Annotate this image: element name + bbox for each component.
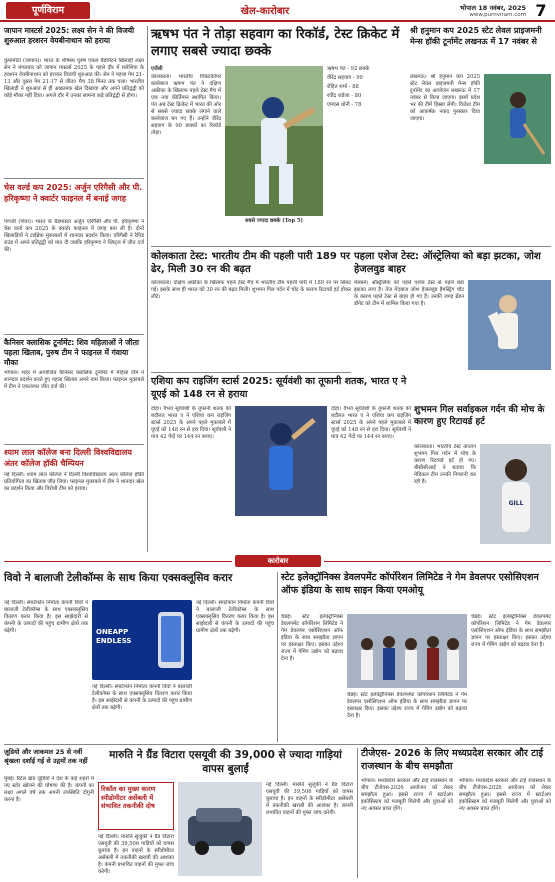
kolkata-story (151, 250, 351, 370)
gill-story (414, 404, 551, 552)
tjs-story (361, 748, 551, 878)
asia-body: दोहा। वैभव सूर्यवंशी के तूफानी शतक की बदौलत भारत ए ने एशिया कप राइजिंग स्टार्स 2025 के अपने पहले मुकाबले में यूएई को 148 रन से हरा दिया। सूर्यवंशी ने मात्र 42 गेंदों पर 144 रन बनाए। (151, 406, 231, 440)
gill-photo (480, 444, 551, 544)
pant-photo (225, 66, 323, 216)
player-photo-graphic (480, 444, 551, 544)
vivo-headline[interactable]: विवो ने बालाजी टेलीकॉम्स के साथ किया एक्सक्लूसिव करार (4, 572, 233, 584)
hockey-photo-graphic (484, 74, 551, 164)
left-column (4, 26, 144, 552)
batter-photo-graphic (235, 406, 327, 516)
stat-row: वीरेंद्र सहवाग - 90 (327, 75, 363, 81)
divider (4, 744, 551, 745)
divider (4, 444, 144, 445)
ashes-headline[interactable]: पहला एशेज टेस्ट: ऑस्ट्रेलिया को बड़ा झटका, जोश हेजलवुड बाहर (354, 251, 541, 275)
divider (151, 246, 551, 247)
vivo-story (4, 572, 274, 742)
maruti-headline[interactable]: मारुति ने ग्रैंड विटारा एसयूवी की 39,000 से ज्यादा गाड़ियां वापस बुलाईं (109, 749, 342, 775)
article-headline[interactable]: कैनिसर क्लासिक टूर्नामेंट: शिव महिलाओं ने जीता पहला खिताब, पुरुष टीम ने फाइनल में गंवाया मौका (4, 338, 139, 367)
divider (4, 334, 144, 335)
asia-headline[interactable]: एशिया कप राइजिंग स्टार्स 2025: सूर्यवंशी का तूफानी शतक, भारत ए ने यूएई को 148 रन से हराया (151, 376, 407, 400)
vivo-body-cont: नई दिल्ली। स्मार्टफोन निर्माता कंपनी विवो ने बालाजी टेलीकॉम्स के साथ एक्सक्लूसिव वितरण करार किया है। इस साझेदारी से कंपनी के उत्पादों की पहुंच ग्रामीण क्षेत्रों तक बढ़ेगी। (196, 600, 274, 634)
column-divider (277, 572, 278, 742)
divider (151, 372, 351, 373)
zudio-story (4, 748, 94, 878)
tjs-body-cont: भोपाल। मध्यप्रदेश सरकार और टाई राजस्थान के बीच टीजेएस-2026 आयोजन को लेकर समझौता हुआ। इससे राज्य में स्टार्टअप इकोसिस्टम को मजबूती मिलेगी और युवाओं को नए अवसर प्राप्त होंगे। (459, 778, 551, 812)
article-body: कुमामोटो (जापान)। भारत के शीर्षस्थ पुरुष एकल बैडमिंटन खिलाड़ी लक्ष्य सेन ने मंगलवार को जापान मास्टर्स 2025 के पहले दौर में मलेशिया के हरशरन वेयबीनाथान को हराकर विजयी शुरुआत की। सेन ने पहला गेम 21-13 और दूसरा गेम 21-17 से जीता। मैच 38 मिनट तक चला। भारतीय खिलाड़ी ने शुरुआत से ही आक्रामक खेल दिखाया और अपने प्रतिद्वंद्वी को कोई मौका नहीं दिया। अगले दौर में उनका सामना कड़े प्रतिद्वंद्वी से होगा। (4, 58, 144, 99)
article-body: भोपाल। शहर में आयोजित कैनिसर क्लासिक टूर्नामेंट में महिला टीम ने शानदार प्रदर्शन करते हुए पहला खिताब अपने नाम किया। फाइनल मुकाबले में टीम ने एकतरफा जीत दर्ज की। (4, 370, 144, 390)
state-elec-headline[interactable]: स्टेट इलेक्ट्रॉनिक्स डेवलपमेंट कॉर्पोरेशन लिमिटेड ने गेम डेवलपर एसोसिएशन ऑफ इंडिया के साथ साइन किया एमओयू (281, 572, 539, 596)
vivo-body-cont: नई दिल्ली। स्मार्टफोन निर्माता कंपनी विवो ने बालाजी टेलीकॉम्स के साथ एक्सक्लूसिव वितरण करार किया है। इस साझेदारी से कंपनी के उत्पादों की पहुंच ग्रामीण क्षेत्रों तक बढ़ेगी। (92, 684, 192, 711)
vivo-body: नई दिल्ली। स्मार्टफोन निर्माता कंपनी विवो ने बालाजी टेलीकॉम्स के साथ एक्सक्लूसिव वितरण करार किया है। इस साझेदारी से कंपनी के उत्पादों की पहुंच ग्रामीण क्षेत्रों तक बढ़ेगी। (4, 600, 88, 634)
bowler-photo-graphic (468, 280, 551, 370)
section-divider (0, 555, 555, 567)
maruti-body-cont: नई दिल्ली। मारुति सुजुकी ने ग्रैंड विटारा एसयूवी की 39,506 गाड़ियों को वापस बुलाया है। इन वाहनों के स्पीडोमीटर असेंबली में तकनीकी खराबी की आशंका है। कंपनी प्रभावित वाहनों की मुफ्त जांच करेगी। (266, 782, 353, 816)
issue-date: भोपाल 18 नवंबर, 2025 (459, 4, 526, 12)
ashes-body: मेलबर्न। ऑस्ट्रेलिया को पहले एशेज टेस्ट से पहले बड़ा झटका लगा है। तेज गेंदबाज जोश हेजलवुड हैमस्ट्रिंग चोट के कारण पहले टेस्ट से बाहर हो गए हैं। उनकी जगह ब्रेंडन डॉगेट को टीम में शामिल किया गया है। (354, 280, 464, 307)
article-headline[interactable]: श्याम लाल कॉलेज बना दिल्ली विश्वविद्यालय अंतर कॉलेज हॉकी चैम्पियन (4, 448, 132, 468)
state-elec-body-cont: चेन्नई। स्टेट इलेक्ट्रॉनिक्स डेवलपमेंट कॉर्पोरेशन लिमिटेड ने गेम डेवलपर एसोसिएशन ऑफ इंडिया के साथ समझौता ज्ञापन पर हस्ताक्षर किए। इसका उद्देश्य राज्य में गेमिंग उद्योग को बढ़ावा देना है। (471, 614, 551, 648)
stats-box (327, 66, 406, 242)
tjs-body: भोपाल। मध्यप्रदेश सरकार और टाई राजस्थान के बीच टीजेएस-2026 आयोजन को लेकर समझौता हुआ। इससे राज्य में स्टार्टअप इकोसिस्टम को मजबूती मिलेगी और युवाओं को नए अवसर प्राप्त होंगे। (361, 778, 453, 812)
article-body: पणजी (गोवा)। भारत के ग्रैंडमास्टर अर्जुन एरिगैसी और पी. हरिकृष्णा ने चेस वर्ल्ड कप 2025 के क्वार्टर फाइनल में जगह बना ली है। दोनों खिलाड़ियों ने टाईब्रेक मुकाबलों में शानदार प्रदर्शन किया। एरिगैसी ने रैपिड राउंड में अपने प्रतिद्वंद्वी को मात दी जबकि हरिकृष्णा ने ब्लिट्ज में जीत दर्ज की। (4, 219, 144, 253)
lead-headline[interactable]: ऋषभ पंत ने तोड़ा सहवाग का रिकॉर्ड, टेस्ट क्रिकेट में लगाए सबसे ज्यादा छक्के (151, 27, 400, 59)
state-elec-body-cont: चेन्नई। स्टेट इलेक्ट्रॉनिक्स डेवलपमेंट कॉर्पोरेशन लिमिटेड ने गेम डेवलपर एसोसिएशन ऑफ इंडिया के साथ समझौता ज्ञापन पर हस्ताक्षर किए। इसका उद्देश्य राज्य में गेमिंग उद्योग को बढ़ावा देना है। (347, 692, 467, 719)
masthead (0, 0, 555, 22)
divider (4, 178, 144, 179)
hockey-story (410, 26, 551, 244)
column-divider (147, 26, 148, 552)
stat-row: रोहित शर्मा - 88 (327, 84, 359, 90)
asia-body-cont: दोहा। वैभव सूर्यवंशी के तूफानी शतक की बदौलत भारत ए ने एशिया कप राइजिंग स्टार्स 2025 के अपने पहले मुकाबले में यूएई को 148 रन से हरा दिया। सूर्यवंशी ने मात्र 42 गेंदों पर 144 रन बनाए। (331, 406, 411, 440)
column-divider (357, 748, 358, 878)
lead-story (151, 26, 406, 244)
jersey-name: GILL (508, 500, 524, 507)
asia-story (151, 376, 411, 552)
maruti-story (98, 748, 353, 878)
suv-graphic (178, 782, 262, 876)
kolkata-headline[interactable]: कोलकाता टेस्ट: भारतीय टीम की पहली पारी 189 पर ढेर, मिली 30 रन की बढ़त (151, 251, 351, 275)
state-elec-story (281, 572, 551, 742)
maruti-body: नई दिल्ली। मारुति सुजुकी ने ग्रैंड विटारा एसयूवी की 39,506 गाड़ियों को वापस बुलाया है। इन वाहनों के स्पीडोमीटर असेंबली में तकनीकी खराबी की आशंका है। कंपनी प्रभावित वाहनों की मुफ्त जांच करेगी। (98, 834, 174, 875)
article-headline[interactable]: चेस वर्ल्ड कप 2025: अर्जुन एरिगैसी और पी. हरिकृष्णा ने क्वार्टर फाइनल में बनाई जगह (4, 183, 143, 203)
state-elec-body: चेन्नई। स्टेट इलेक्ट्रॉनिक्स डेवलपमेंट कॉर्पोरेशन लिमिटेड ने गेम डेवलपर एसोसिएशन ऑफ इंडिया के साथ समझौता ज्ञापन पर हस्ताक्षर किए। इसका उद्देश्य राज्य में गेमिंग उद्योग को बढ़ावा देना है। (281, 614, 343, 662)
stat-row: ऋषभ पंत - 92 छक्के (327, 66, 370, 72)
article-headline[interactable]: जापान मास्टर्स 2025: लक्ष्य सेन ने की विजयी शुरुआत हरशरन वेयबीनाथान को हराया (4, 26, 135, 45)
brand-logo: पूर्णविराम (6, 2, 90, 19)
article-body: नई दिल्ली। श्याम लाल कॉलेज ने दिल्ली विश्वविद्यालय अंतर कॉलेज हॉकी प्रतियोगिता का खिताब जीत लिया। फाइनल मुकाबले में टीम ने शानदार खेल का प्रदर्शन किया और विरोधी टीम को हराया। (4, 472, 144, 492)
site-url[interactable]: www.purnviram.com (469, 12, 526, 18)
vitara-photo (178, 782, 262, 876)
cricket-photo-graphic (225, 66, 323, 216)
stat-row: रवींद्र जडेजा - 80 (327, 93, 362, 99)
recall-box-headline: रिकॉल का मुख्य कारण स्पीडोमीटर असेंबली में संभावित तकनीकी दोष (101, 785, 156, 810)
hazlewood-photo (468, 280, 551, 370)
kolkata-body: कोलकाता। दक्षिण अफ्रीका के खिलाफ पहले टेस्ट मैच में भारतीय टीम पहली पारी में 189 रन पर सिमट गई। इसके साथ ही भारत को 30 रन की बढ़त मिली। शुभमन गिल गर्दन में चोट के कारण रिटायर्ड हर्ट होकर लौटे। (151, 280, 351, 300)
ad-text: ONEAPP ENDLESS (96, 628, 132, 645)
section-title: खेल-कारोबार (240, 6, 290, 17)
group-photo-graphic (347, 614, 467, 688)
stats-caption: सबसे ज्यादा छक्के (Top 5) (245, 218, 303, 224)
suryavanshi-photo (235, 406, 327, 516)
zudio-body: मुंबई। रिटेल ब्रांड ज़ूडियो ने देश के कई शहरों में नए स्टोर खोलने की घोषणा की है। कंपनी का लक्ष्य अगले वर्ष तक अपनी उपस्थिति दोगुनी करना है। (4, 776, 94, 803)
zudio-headline[interactable]: ज़ूडियो और जाकमल 25 से नवीं श्रृंखला दर्शाई गई से उद्गमों तक नहीं (4, 748, 88, 765)
gill-headline[interactable]: शुभमन गिल सर्वाइकल गर्दन की मोच के कारण हुए रिटायर्ड हर्ट (414, 405, 545, 427)
stat-row: एमएस धोनी - 78 (327, 102, 362, 108)
hockey-photo (484, 74, 551, 164)
tjs-headline[interactable]: टीजेएस- 2026 के लिए मध्यप्रदेश सरकार और टाई राजस्थान के बीच समझौता (361, 748, 544, 772)
lead-body: कोलकाता। भारतीय विकेटकीपर बल्लेबाज ऋषभ पंत ने दक्षिण अफ्रीका के खिलाफ पहले टेस्ट मैच में एक नया कीर्तिमान स्थापित किया। पंत अब टेस्ट क्रिकेट में भारत की ओर से सबसे ज्यादा छक्के लगाने वाले बल्लेबाज बन गए हैं। उन्होंने वीरेंद्र सहवाग के 90 छक्कों का रिकॉर्ड तोड़ा। (151, 74, 221, 136)
lead-dateline: एजेंसी (151, 66, 163, 72)
gill-body: कोलकाता। भारतीय टेस्ट कप्तान शुभमन गिल गर्दन में मोच के कारण रिटायर्ड हर्ट हो गए। बीसीसीआई ने बताया कि मेडिकल टीम उनकी निगरानी कर रही है। (414, 444, 476, 485)
hockey-headline[interactable]: श्री हनुमान कप 2025 स्टेट लेवल प्राइजमनी मेन्स हॉकी टूर्नामेंट लखनऊ में 17 नवंबर से (410, 26, 542, 46)
recall-box (98, 782, 174, 830)
vivo-ad (92, 600, 192, 680)
hockey-body: लखनऊ। श्री हनुमान कप 2025 स्टेट लेवल प्राइजमनी मेन्स हॉकी टूर्नामेंट का आयोजन लखनऊ में 17 नवंबर से किया जाएगा। इसमें प्रदेश भर की टीमें हिस्सा लेंगी। विजेता टीम को आकर्षक नकद पुरस्कार दिया जाएगा। (410, 74, 480, 122)
business-section-label: कारोबार (235, 555, 321, 567)
mou-photo (347, 614, 467, 688)
page-number: 7 (535, 1, 547, 20)
